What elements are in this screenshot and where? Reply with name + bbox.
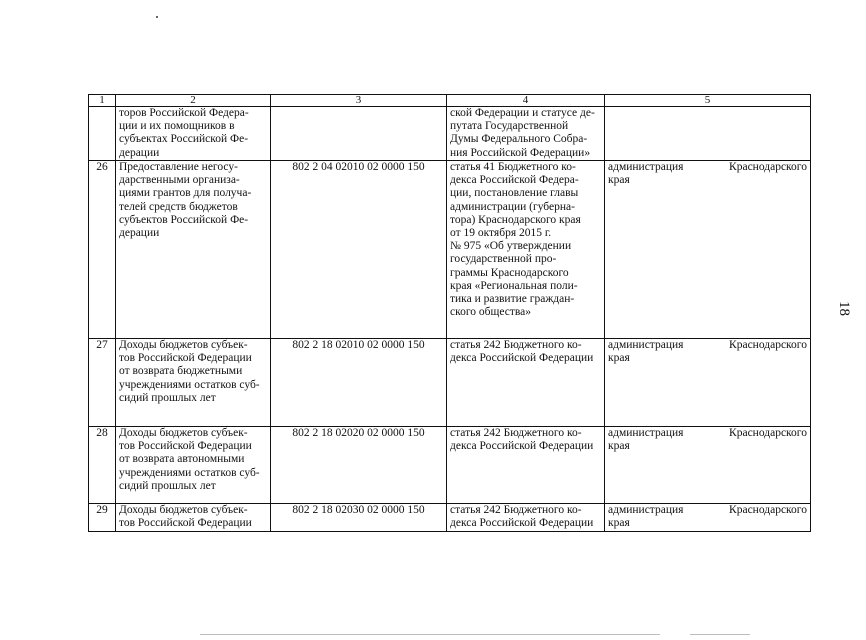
admin-word: администрация <box>608 504 684 516</box>
income-name: Доходы бюджетов субъек- тов Российской Федерации <box>116 504 271 532</box>
header-cell: 5 <box>605 95 811 107</box>
table-row <box>89 504 811 532</box>
header-row <box>89 95 811 107</box>
header-cell: 1 <box>89 95 116 107</box>
row-number: 27 <box>89 339 116 427</box>
scan-artifact-line <box>690 634 750 635</box>
page-number: 18 <box>836 301 852 316</box>
admin-suffix: края <box>608 352 630 365</box>
scan-artifact-line <box>200 634 660 635</box>
revenue-table <box>88 94 811 532</box>
administrator <box>605 339 811 427</box>
row-number: 26 <box>89 161 116 339</box>
admin-suffix: края <box>608 174 630 187</box>
budget-code <box>271 107 447 161</box>
table-row <box>89 107 811 161</box>
legal-basis: статья 242 Бюджетного ко- декса Российской Федерации <box>447 427 605 504</box>
header-cell: 3 <box>271 95 447 107</box>
income-name: Доходы бюджетов субъек- тов Российской Федерации от возврата бюджетными учреждениями остатков суб- сидий прошлых лет <box>116 339 271 427</box>
admin-region: Краснодарского <box>729 504 807 516</box>
legal-basis: ской Федерации и статусе де- путата Государственной Думы Федерального Собра- ния Российской Федерации» <box>447 107 605 161</box>
row-number <box>89 107 116 161</box>
row-number: 28 <box>89 427 116 504</box>
table-row <box>89 427 811 504</box>
admin-suffix: края <box>608 517 630 530</box>
scan-speck <box>156 16 158 18</box>
admin-word: администрация <box>608 161 684 173</box>
admin-suffix: края <box>608 440 630 453</box>
admin-region: Краснодарского <box>729 339 807 351</box>
administrator <box>605 161 811 339</box>
income-name: торов Российской Федера- ции и их помощников в субъектах Российской Фе- дерации <box>116 107 271 161</box>
table-row <box>89 339 811 427</box>
admin-region: Краснодарского <box>729 427 807 439</box>
legal-basis: статья 242 Бюджетного ко- декса Российской Федерации <box>447 339 605 427</box>
admin-word: администрация <box>608 427 684 439</box>
income-name: Предоставление негосу- дарственными организа- циями грантов для получа- телей средств бюджетов субъектов Российской Фе- дерации <box>116 161 271 339</box>
budget-code: 802 2 18 02010 02 0000 150 <box>271 339 447 427</box>
row-number: 29 <box>89 504 116 532</box>
income-name: Доходы бюджетов субъек- тов Российской Федерации от возврата автономными учреждениями остатков суб- сидий прошлых лет <box>116 427 271 504</box>
header-cell: 4 <box>447 95 605 107</box>
administrator <box>605 427 811 504</box>
legal-basis: статья 41 Бюджетного ко- декса Российской Федера- ции, постановление главы администрации (губерна- тора) Краснодарского края от 19 октября 2015 г. № 975 «Об утверждении государственной про- граммы Краснодарского края «Региональная поли- тика и развитие граждан- ского общества» <box>447 161 605 339</box>
administrator <box>605 107 811 161</box>
admin-region: Краснодарского <box>729 161 807 173</box>
header-cell: 2 <box>116 95 271 107</box>
legal-basis: статья 242 Бюджетного ко- декса Российской Федерации <box>447 504 605 532</box>
admin-word: администрация <box>608 339 684 351</box>
administrator <box>605 504 811 532</box>
budget-code: 802 2 04 02010 02 0000 150 <box>271 161 447 339</box>
budget-code: 802 2 18 02020 02 0000 150 <box>271 427 447 504</box>
budget-code: 802 2 18 02030 02 0000 150 <box>271 504 447 532</box>
table-row <box>89 161 811 339</box>
